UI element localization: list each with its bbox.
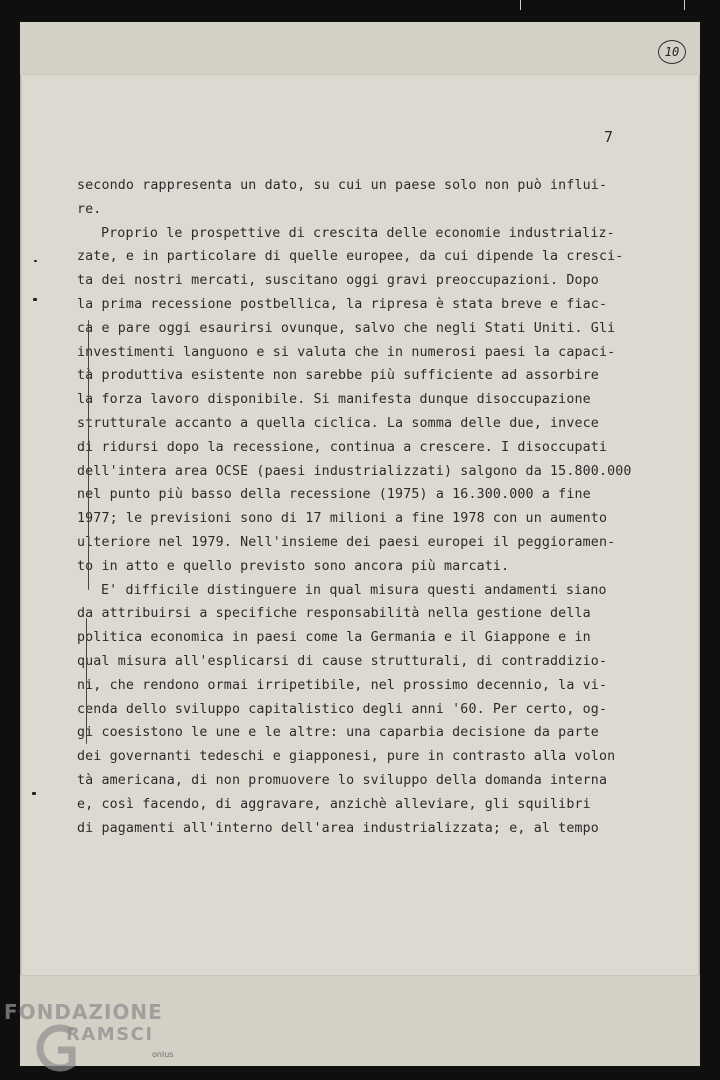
binding-mark: [32, 792, 36, 795]
binding-mark: [34, 260, 37, 262]
binding-mark: [33, 298, 37, 301]
text-line: ni, che rendono ormai irripetibile, nel prossimo decennio, la vi-: [77, 677, 608, 693]
text-line: tà americana, di non promuovere lo sviluppo della domanda interna: [77, 772, 608, 788]
text-line: to in atto e quello previsto sono ancora più marcati.: [77, 558, 510, 574]
folio-mark: 10: [658, 40, 686, 64]
text-line: politica economica in paesi come la Germania e il Giappone e in: [77, 630, 591, 646]
text-line: qual misura all'esplicarsi di cause strutturali, di contraddizio-: [77, 653, 608, 669]
margin-bracket: [86, 618, 87, 744]
text-line: ca e pare oggi esaurirsi ovunque, salvo che negli Stati Uniti. Gli: [77, 320, 616, 336]
text-line: gi coesistono le une e le altre: una caparbia decisione da parte: [77, 725, 599, 741]
text-line: strutturale accanto a quella ciclica. La somma delle due, invece: [77, 415, 599, 431]
text-line: la forza lavoro disponibile. Si manifesta dunque disoccupazione: [77, 392, 591, 408]
watermark-line2: RAMSCI: [66, 1024, 154, 1045]
text-line: la prima recessione postbellica, la ripresa è stata breve e fiac-: [77, 296, 608, 312]
text-line: dei governanti tedeschi e giapponesi, pure in contrasto alla volon: [77, 749, 616, 765]
text-line: cenda dello sviluppo capitalistico degli anni '60. Per certo, og-: [77, 701, 608, 717]
text-line: zate, e in particolare di quelle europee, da cui dipende la cresci-: [77, 249, 624, 265]
text-line: re.: [77, 201, 102, 217]
text-line: dell'intera area OCSE (paesi industrializzati) salgono da 15.800.000: [77, 463, 632, 479]
text-line: nel punto più basso della recessione (1975) a 16.300.000 a fine: [77, 487, 591, 503]
crop-mark: [520, 0, 521, 10]
text-line: di ridursi dopo la recessione, continua a crescere. I disoccupati: [77, 439, 608, 455]
text-line: investimenti languono e si valuta che in numerosi paesi la capaci-: [77, 344, 616, 360]
watermark-line1: FONDAZIONE: [4, 1000, 163, 1024]
text-line: 1977; le previsioni sono di 17 milioni a fine 1978 con un aumento: [77, 511, 608, 527]
page-number: 7: [604, 128, 614, 146]
text-line: di pagamenti all'interno dell'area industrializzata; e, al tempo: [77, 820, 599, 836]
top-margin-band: [20, 22, 700, 75]
text-line: ulteriore nel 1979. Nell'insieme dei paesi europei il peggioramen-: [77, 534, 616, 550]
text-line: E' difficile distinguere in qual misura questi andamenti siano: [101, 582, 607, 598]
text-line: Proprio le prospettive di crescita delle economie industrializ-: [101, 225, 615, 241]
text-line: ta dei nostri mercati, suscitano oggi gravi preoccupazioni. Dopo: [77, 273, 599, 289]
margin-bracket: [88, 320, 89, 590]
crop-mark: [684, 0, 685, 10]
text-line: secondo rappresenta un dato, su cui un paese solo non può influi-: [77, 178, 608, 193]
document-body: [77, 174, 647, 840]
text-line: tà produttiva esistente non sarebbe più sufficiente ad assorbire: [77, 368, 599, 384]
text-line: e, così facendo, di aggravare, anzichè alleviare, gli squilibri: [77, 796, 591, 812]
text-line: da attribuirsi a specifiche responsabilità nella gestione della: [77, 606, 591, 622]
watermark-suffix: onlus: [152, 1050, 174, 1059]
watermark: [4, 1000, 204, 1080]
